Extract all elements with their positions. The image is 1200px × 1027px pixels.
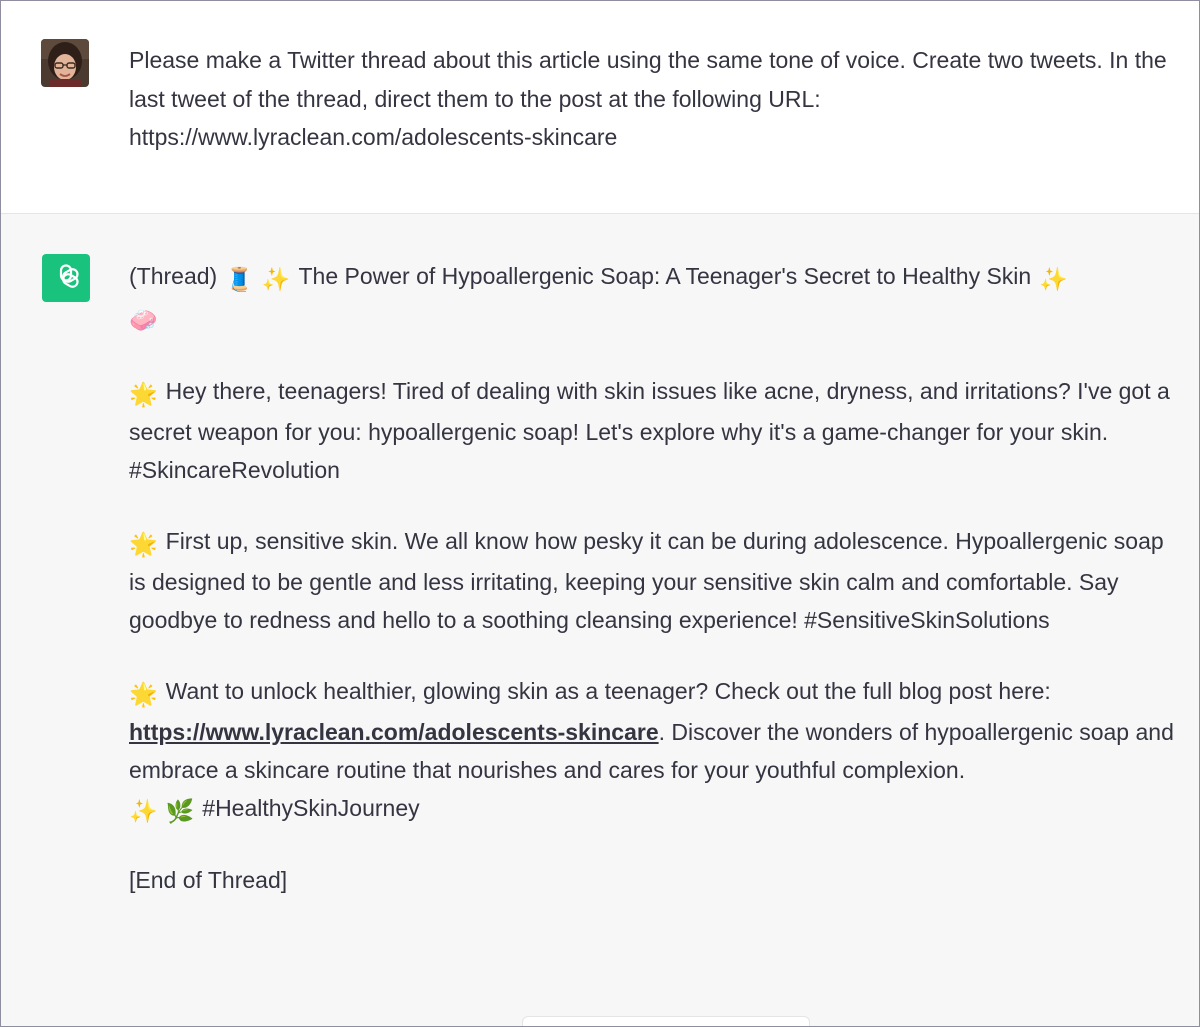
sun-icon: 🌟	[129, 531, 158, 557]
tweet-3-text-before: Want to unlock healthier, glowing skin as a teenager? Check out the full blog post here:	[165, 678, 1051, 704]
sparkles-icon: ✨	[261, 266, 291, 292]
user-avatar-photo-icon	[41, 39, 89, 87]
thread-prefix: (Thread)	[129, 263, 218, 289]
user-avatar	[41, 39, 89, 87]
assistant-message-turn	[1, 214, 1199, 1026]
assistant-avatar	[42, 254, 90, 302]
thread-spool-icon: 🧵	[225, 266, 254, 292]
tweet-2	[129, 522, 1179, 639]
sun-icon: 🌟	[129, 681, 158, 707]
thread-title: The Power of Hypoallergenic Soap: A Teenager's Secret to Healthy Skin	[298, 263, 1032, 289]
openai-logo-icon	[50, 262, 82, 294]
regenerate-response-button[interactable]	[522, 1016, 810, 1027]
sparkles-icon: ✨	[129, 798, 158, 824]
soap-icon: 🧼	[129, 307, 158, 333]
user-message-turn	[1, 1, 1199, 214]
blog-post-link[interactable]: https://www.lyraclean.com/adolescents-skincare	[129, 719, 659, 745]
herb-icon: 🌿	[165, 798, 195, 824]
tweet-3	[129, 672, 1179, 830]
tweet-1-text: Hey there, teenagers! Tired of dealing with skin issues like acne, dryness, and irritations? I've got a secret weapon for you: hypoallergenic soap! Let's explore why it's a game-changer for your skin. #SkincareRevolution	[129, 378, 1170, 483]
thread-intro	[129, 257, 1179, 339]
tweet-1	[129, 372, 1179, 489]
user-message-text: Please make a Twitter thread about this article using the same tone of voice. Create two tweets. In the last tweet of the thread, direct them to the post at the following URL: https://www.lyraclean.com/adolescents-skincare	[129, 47, 1167, 150]
assistant-message-body	[129, 257, 1179, 899]
sparkles-icon: ✨	[1039, 266, 1068, 292]
tweet-2-text: First up, sensitive skin. We all know how pesky it can be during adolescence. Hypoallergenic soap is designed to be gentle and less irritating, keeping your sensitive skin calm and comfortable. Say goodbye to redness and hello to a soothing cleansing experience! #SensitiveSkinSolutions	[129, 528, 1164, 633]
tweet-3-hashtag: #HealthySkinJourney	[202, 795, 420, 821]
sun-icon: 🌟	[129, 381, 158, 407]
thread-end: [End of Thread]	[129, 867, 288, 893]
tweet-3-text-after: . Discover the wonders of hypoallergenic soap and embrace a skincare routine that nourishes and cares for your youthful complexion.	[129, 719, 1174, 783]
